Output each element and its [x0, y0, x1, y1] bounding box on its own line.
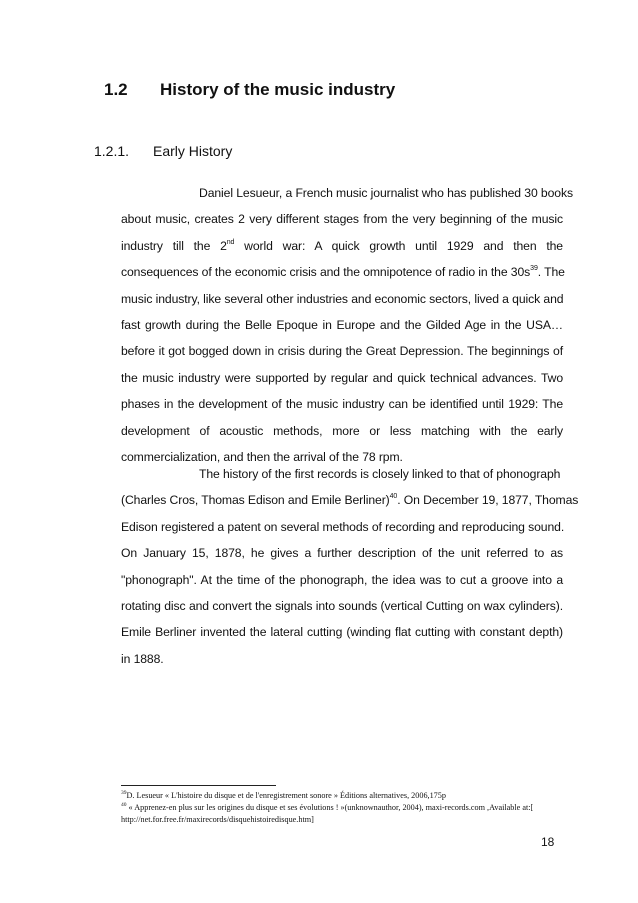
text-line: Daniel Lesueur, a French music journalist who has published 30 books [199, 186, 573, 200]
text-line: On January 15, 1878, he gives a further description of the unit referred to as [121, 546, 563, 561]
text-line: in 1888. [121, 651, 164, 666]
footnote-40-url: http://net.for.free.fr/maxirecords/disquehistoiredisque.htm] [121, 815, 314, 824]
text-line: rotating disc and convert the signals into sounds (vertical Cutting on wax cylinders). [121, 599, 563, 614]
subsection-heading [94, 143, 232, 159]
text-line: industry till the 2nd world war: A quick growth until 1929 and then the [121, 238, 563, 253]
text-line: The history of the first records is closely linked to that of phonograph [199, 467, 561, 481]
text-line: fast growth during the Belle Epoque in Europe and the Gilded Age in the USA… [121, 318, 563, 333]
text-line: Edison registered a patent on several methods of recording and reproducing sound. [121, 519, 565, 534]
text-line: Emile Berliner invented the lateral cutting (winding flat cutting with constant depth) [121, 625, 563, 640]
footnote-ref-39: 39 [530, 265, 538, 273]
text-line: about music, creates 2 very different stages from the very beginning of the music [121, 212, 563, 227]
text-line: commercialization, and then the arrival of the 78 rpm. [121, 450, 403, 465]
footnote-ref-40: 40 [389, 493, 398, 501]
subsection-number: 1.2.1. [94, 143, 130, 159]
text-line: consequences of the economic crisis and the omnipotence of radio in the $30s^{39}$. The [121, 265, 565, 280]
text-line: the music industry were supported by regular and quick technical advances. Two [121, 370, 563, 385]
text-line: phases in the development of the music industry can be identified until 1929: The [121, 397, 563, 412]
text-line: before it got bogged down in crisis during the Great Depression. The beginnings of [121, 344, 563, 359]
text-line: music industry, like several other industries and economic sectors, lived a quick and [121, 291, 564, 306]
text-line: development of acoustic methods, more or less matching with the early [121, 423, 563, 438]
page-number: 18 [541, 835, 555, 849]
section-number: 1.2 [104, 80, 128, 99]
section-heading [104, 80, 395, 100]
text-line: "phonograph". At the time of the phonograph, the idea was to cut a groove into a [121, 572, 563, 587]
footnote-divider [121, 785, 276, 786]
superscript: nd [226, 238, 235, 246]
section-title: History of the music industry [160, 80, 396, 99]
footnote-40: $^{40}$ « Apprenez-en plus sur les origines du disque et ses évolutions ! »(unknownauthor, 2004), maxi-records.com ,Available at:[ [121, 802, 534, 812]
footnotes [121, 790, 571, 826]
text-line: (Charles Cros, Thomas Edison and Emile Berliner)$^{40}$. On December 19, 1877, Thomas [121, 493, 579, 508]
paragraph-first-records [121, 461, 579, 672]
footnote-39: $^{39}$D. Lesueur « L'histoire du disque et de l'enregistrement sonore » Éditions alternatives, 2006,175p [121, 790, 446, 800]
subsection-title: Early History [153, 143, 233, 159]
paragraph-early-history [121, 180, 573, 470]
